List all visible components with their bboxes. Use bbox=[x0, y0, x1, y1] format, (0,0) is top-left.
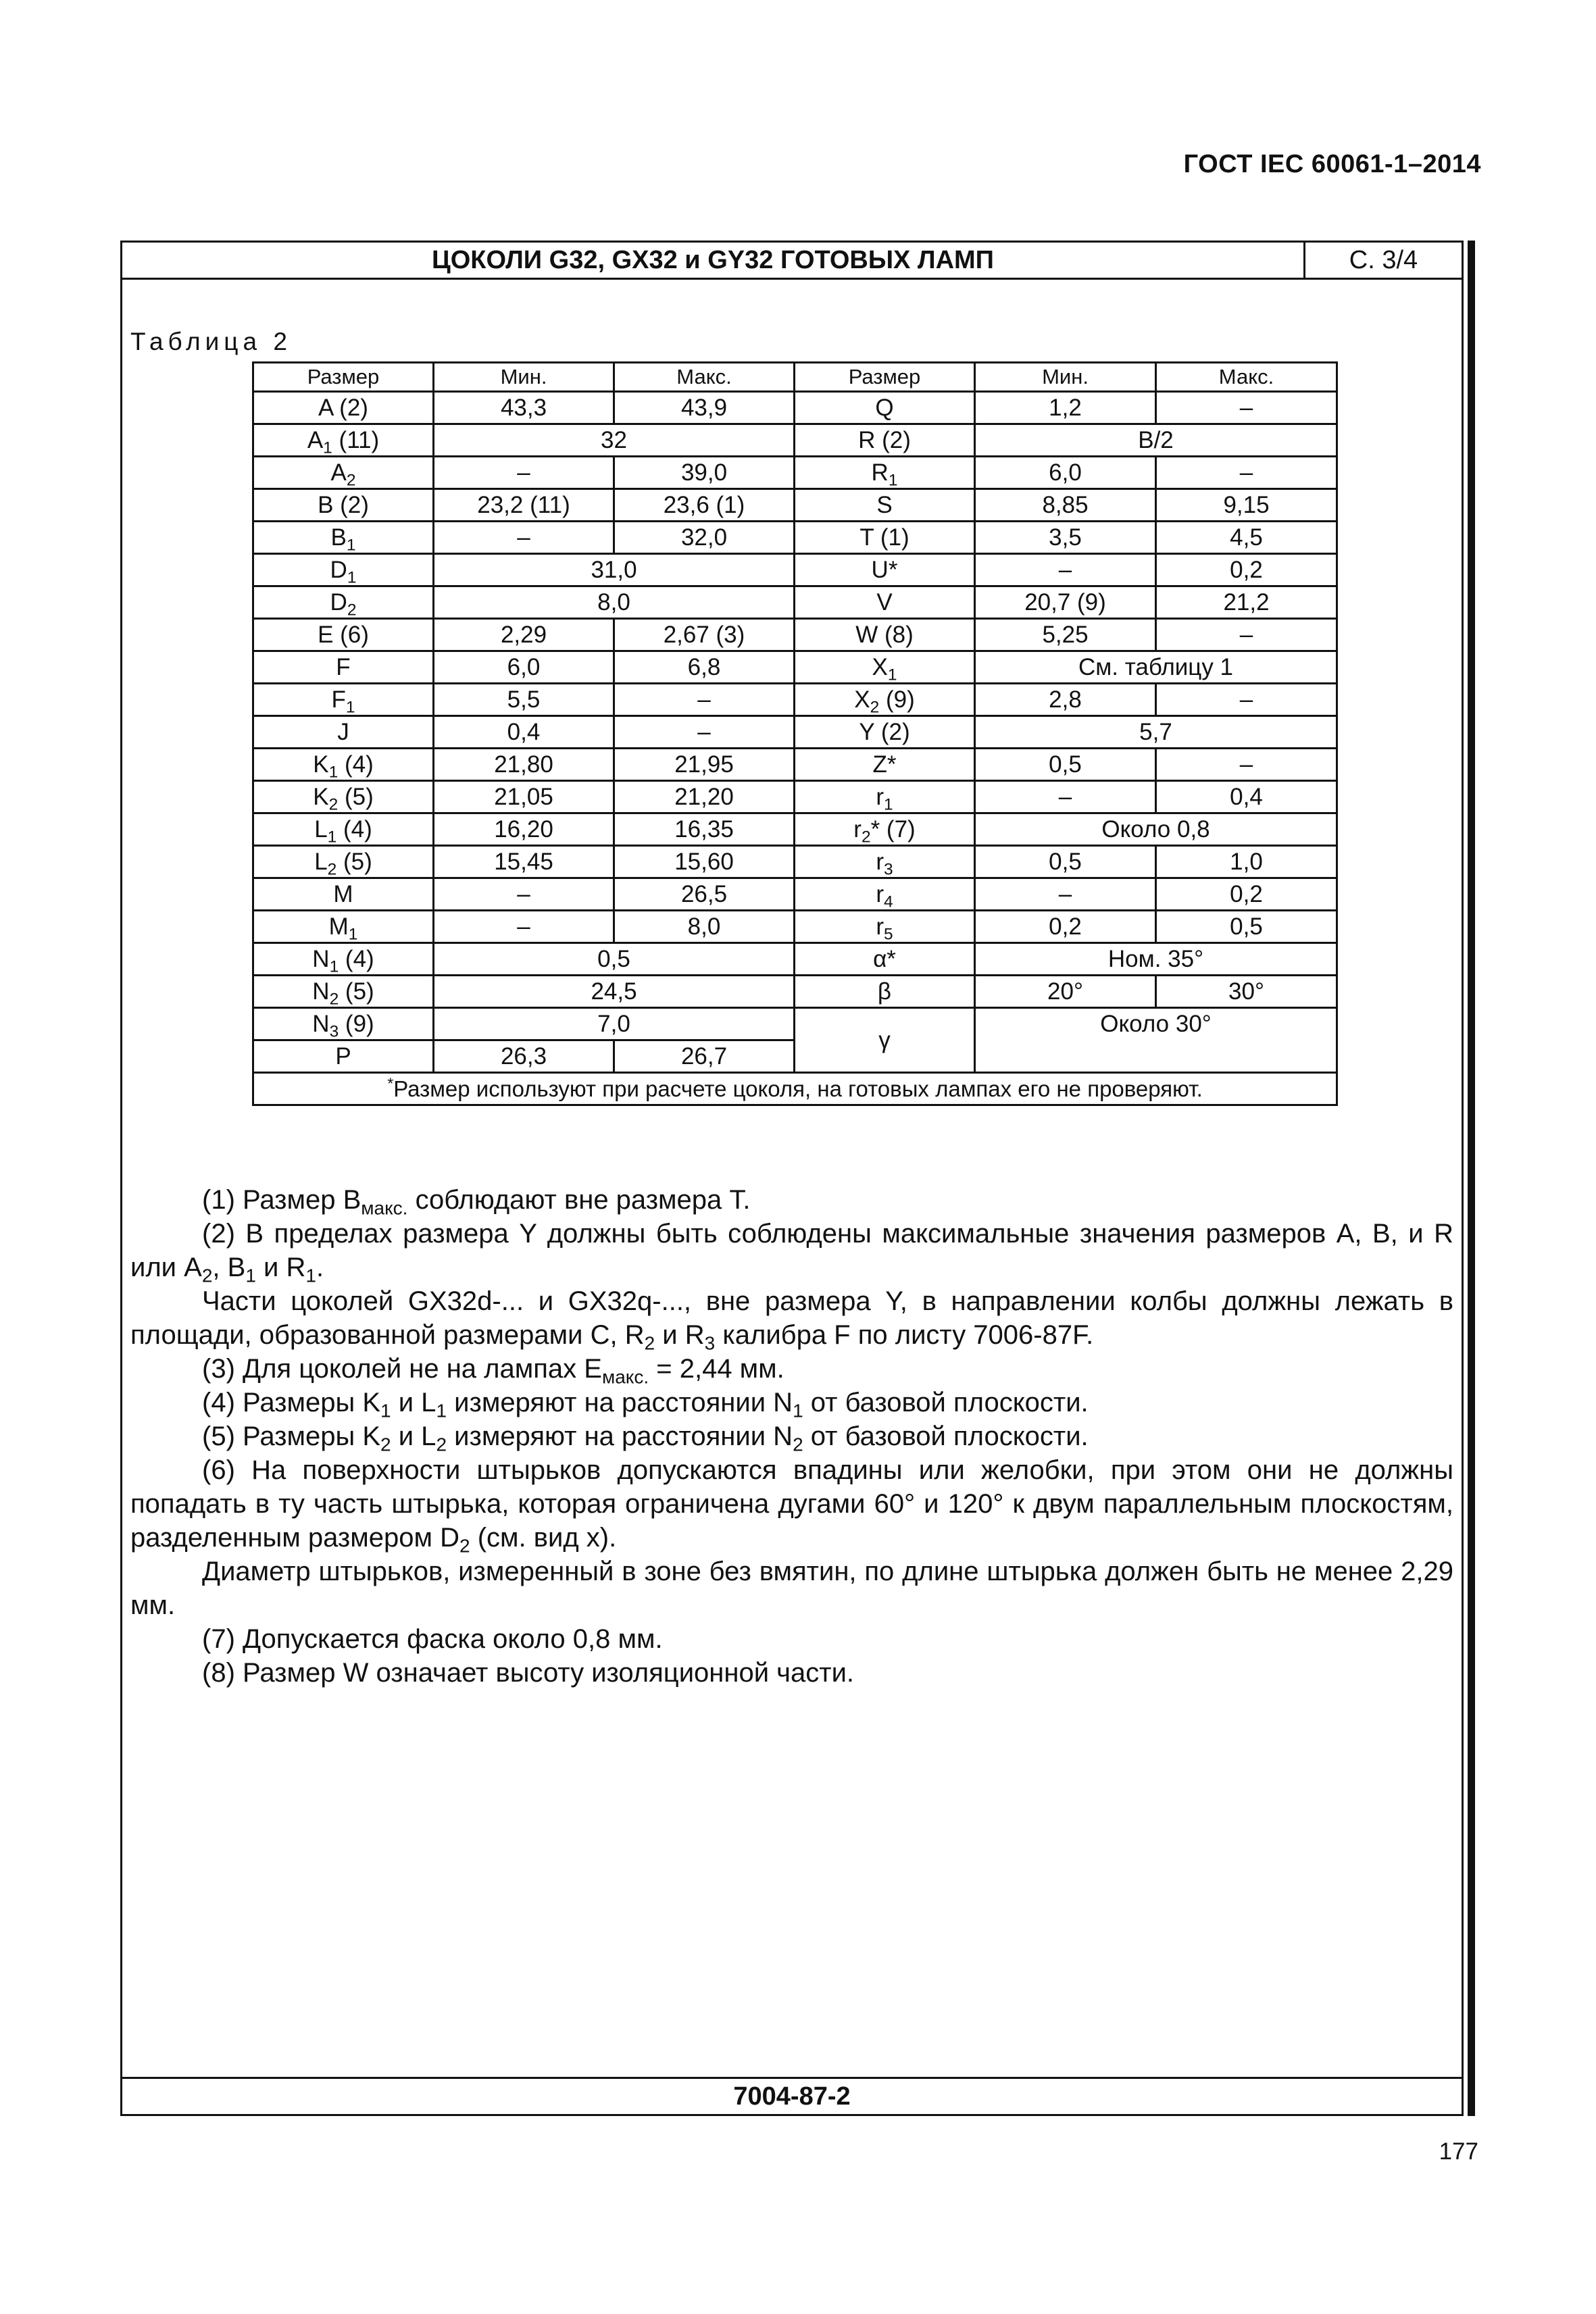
drawing-sheet-frame bbox=[120, 241, 1464, 2116]
dimension-cell: J bbox=[253, 716, 434, 749]
note-6-continuation: Диаметр штырьков, измеренный в зоне без вмятин, по длине штырька должен быть не менее 2,29 мм. bbox=[130, 1557, 1453, 1620]
dimension-cell: M bbox=[253, 878, 434, 911]
value-cell: См. таблицу 1 bbox=[975, 651, 1337, 684]
sheet-number: 7004-87-2 bbox=[122, 2077, 1462, 2114]
dimension-cell: Z* bbox=[795, 749, 975, 781]
note-7: (7) Допускается фаска около 0,8 мм. bbox=[202, 1624, 663, 1654]
dimension-cell: $F_1$ bbox=[253, 684, 434, 716]
max-cell: 26,7 bbox=[614, 1040, 795, 1073]
min-cell: – bbox=[975, 878, 1156, 911]
column-header: Макс. bbox=[614, 363, 795, 392]
min-cell: 0,5 bbox=[975, 749, 1156, 781]
table-row bbox=[253, 716, 1337, 749]
min-cell: 0,2 bbox=[975, 911, 1156, 943]
max-cell: – bbox=[614, 684, 795, 716]
min-cell: 20° bbox=[975, 976, 1156, 1008]
dimension-cell: $r_3$ bbox=[795, 846, 975, 878]
note-2: (2) В пределах размера Y должны быть соблюдены максимальные значения размеров A, B, и R или $A_2$, $B_1$ и $R_1$. bbox=[130, 1219, 1453, 1286]
dimension-cell: $K_1$ (4) bbox=[253, 749, 434, 781]
table-footnote: *Размер используют при расчете цоколя, на готовых лампах его не проверяют. bbox=[253, 1073, 1337, 1105]
max-cell: 39,0 bbox=[614, 457, 795, 489]
dimension-cell: $r_1$ bbox=[795, 781, 975, 813]
min-cell: 0,4 bbox=[434, 716, 614, 749]
min-cell: 23,2 (11) bbox=[434, 489, 614, 522]
table-row bbox=[253, 846, 1337, 878]
dimension-cell: $N_2$ (5) bbox=[253, 976, 434, 1008]
sheet-header bbox=[122, 243, 1462, 280]
max-cell: 43,9 bbox=[614, 392, 795, 424]
table-row bbox=[253, 522, 1337, 554]
column-header: Размер bbox=[253, 363, 434, 392]
dimension-cell: $D_2$ bbox=[253, 586, 434, 619]
min-cell: 21,80 bbox=[434, 749, 614, 781]
note-2-continuation: Части цоколей GX32d-... и GX32q-..., вне размера Y, в направлении колбы должны лежать в площади, образованной размерами C, $R_2$ и $R_3$ калибра F по листу 7006-87F. bbox=[130, 1286, 1453, 1354]
max-cell: 16,35 bbox=[614, 813, 795, 846]
value-cell: 24,5 bbox=[434, 976, 795, 1008]
dimension-cell: Y (2) bbox=[795, 716, 975, 749]
value-cell: 31,0 bbox=[434, 554, 795, 586]
value-cell: 7,0 bbox=[434, 1008, 795, 1040]
value-cell: 5,7 bbox=[975, 716, 1337, 749]
dimension-cell: $X_1$ bbox=[795, 651, 975, 684]
table-row bbox=[253, 911, 1337, 943]
max-cell: – bbox=[1156, 684, 1337, 716]
dimension-cell: S bbox=[795, 489, 975, 522]
min-cell: 21,05 bbox=[434, 781, 614, 813]
table-label: Таблица 2 bbox=[130, 328, 292, 355]
column-header: Макс. bbox=[1156, 363, 1337, 392]
table-row bbox=[253, 586, 1337, 619]
table-row bbox=[253, 976, 1337, 1008]
max-cell: 30° bbox=[1156, 976, 1337, 1008]
max-cell: – bbox=[1156, 392, 1337, 424]
dimension-cell: P bbox=[253, 1040, 434, 1073]
max-cell: 21,95 bbox=[614, 749, 795, 781]
max-cell: 26,5 bbox=[614, 878, 795, 911]
column-header: Размер bbox=[795, 363, 975, 392]
table-row bbox=[253, 392, 1337, 424]
dimension-cell: W (8) bbox=[795, 619, 975, 651]
max-cell: 15,60 bbox=[614, 846, 795, 878]
column-header: Мин. bbox=[434, 363, 614, 392]
note-8: (8) Размер W означает высоту изоляционной части. bbox=[202, 1658, 855, 1688]
max-cell: 0,5 bbox=[1156, 911, 1337, 943]
max-cell: 32,0 bbox=[614, 522, 795, 554]
max-cell: 9,15 bbox=[1156, 489, 1337, 522]
table-header-row bbox=[253, 363, 1337, 392]
table-row bbox=[253, 1008, 1337, 1040]
table-row bbox=[253, 457, 1337, 489]
page-number: 177 bbox=[1439, 2138, 1478, 2165]
max-cell: 21,2 bbox=[1156, 586, 1337, 619]
max-cell: 6,8 bbox=[614, 651, 795, 684]
dimension-cell: $D_1$ bbox=[253, 554, 434, 586]
min-cell: 6,0 bbox=[434, 651, 614, 684]
dimension-cell: β bbox=[795, 976, 975, 1008]
dimension-cell: $A_2$ bbox=[253, 457, 434, 489]
column-header: Мин. bbox=[975, 363, 1156, 392]
table-row bbox=[253, 424, 1337, 457]
note-5: (5) Размеры $K_2$ и $L_2$ измеряют на расстоянии $N_2$ от базовой плоскости. bbox=[202, 1422, 1089, 1455]
value-cell: 8,0 bbox=[434, 586, 795, 619]
note-4: (4) Размеры $K_1$ и $L_1$ измеряют на расстоянии $N_1$ от базовой плоскости. bbox=[202, 1388, 1089, 1422]
min-cell: – bbox=[975, 781, 1156, 813]
min-cell: 3,5 bbox=[975, 522, 1156, 554]
min-cell: – bbox=[434, 457, 614, 489]
max-cell: – bbox=[614, 716, 795, 749]
max-cell: 2,67 (3) bbox=[614, 619, 795, 651]
table-row bbox=[253, 943, 1337, 976]
dimension-cell: $L_2$ (5) bbox=[253, 846, 434, 878]
max-cell: – bbox=[1156, 749, 1337, 781]
table-row bbox=[253, 684, 1337, 716]
dimension-cell: V bbox=[795, 586, 975, 619]
standard-designation: ГОСТ IEC 60061-1–2014 bbox=[1183, 150, 1481, 178]
dimension-cell: $N_3$ (9) bbox=[253, 1008, 434, 1040]
max-cell: 0,4 bbox=[1156, 781, 1337, 813]
dimension-cell: R (2) bbox=[795, 424, 975, 457]
min-cell: – bbox=[434, 911, 614, 943]
max-cell: – bbox=[1156, 619, 1337, 651]
value-cell: 32 bbox=[434, 424, 795, 457]
min-cell: 15,45 bbox=[434, 846, 614, 878]
min-cell: 20,7 (9) bbox=[975, 586, 1156, 619]
note-1: (1) Размер $B_{макс.}$ соблюдают вне размера T. bbox=[202, 1185, 751, 1219]
min-cell: 1,2 bbox=[975, 392, 1156, 424]
dimension-cell: $L_1$ (4) bbox=[253, 813, 434, 846]
min-cell: 43,3 bbox=[434, 392, 614, 424]
max-cell: 4,5 bbox=[1156, 522, 1337, 554]
min-cell: 26,3 bbox=[434, 1040, 614, 1073]
note-3: (3) Для цоколей не на лампах $E_{макс.} = 2,44$ мм. bbox=[202, 1354, 784, 1388]
dimension-cell: U* bbox=[795, 554, 975, 586]
note-6: (6) На поверхности штырьков допускаются впадины или желобки, при этом они не должны попадать в ту часть штырька, которая ограничена дугами 60° и 120° к двум параллельным плоскостям, разделенным размером $D_2$ (см. вид x). bbox=[130, 1455, 1453, 1557]
table-row bbox=[253, 781, 1337, 813]
table-row bbox=[253, 813, 1337, 846]
min-cell: 16,20 bbox=[434, 813, 614, 846]
table-row bbox=[253, 878, 1337, 911]
value-cell: 0,5 bbox=[434, 943, 795, 976]
max-cell: 0,2 bbox=[1156, 554, 1337, 586]
dimension-cell: $R_1$ bbox=[795, 457, 975, 489]
table-row bbox=[253, 749, 1337, 781]
max-cell: 23,6 (1) bbox=[614, 489, 795, 522]
dimension-cell: $r_5$ bbox=[795, 911, 975, 943]
dimension-cell: A (2) bbox=[253, 392, 434, 424]
dimension-cell: $M_1$ bbox=[253, 911, 434, 943]
min-cell: – bbox=[434, 878, 614, 911]
dimension-cell: γ bbox=[795, 1008, 975, 1073]
min-cell: 2,29 bbox=[434, 619, 614, 651]
dimension-cell: B (2) bbox=[253, 489, 434, 522]
table-row bbox=[253, 651, 1337, 684]
notes-section bbox=[130, 1183, 1453, 1690]
dimension-cell: Q bbox=[795, 392, 975, 424]
dimension-cell: T (1) bbox=[795, 522, 975, 554]
min-cell: 5,25 bbox=[975, 619, 1156, 651]
min-cell: 0,5 bbox=[975, 846, 1156, 878]
dimension-cell: $r_2*$ (7) bbox=[795, 813, 975, 846]
table-footnote-row bbox=[253, 1073, 1337, 1105]
min-cell: 8,85 bbox=[975, 489, 1156, 522]
dimension-cell: $N_1$ (4) bbox=[253, 943, 434, 976]
dimension-cell: F bbox=[253, 651, 434, 684]
min-cell: 5,5 bbox=[434, 684, 614, 716]
dimension-cell: $B_1$ bbox=[253, 522, 434, 554]
max-cell: – bbox=[1156, 457, 1337, 489]
table-row bbox=[253, 619, 1337, 651]
dimension-cell: $r_4$ bbox=[795, 878, 975, 911]
dimension-cell: $A_1$ (11) bbox=[253, 424, 434, 457]
max-cell: 0,2 bbox=[1156, 878, 1337, 911]
max-cell: 21,20 bbox=[614, 781, 795, 813]
max-cell: 1,0 bbox=[1156, 846, 1337, 878]
min-cell: 6,0 bbox=[975, 457, 1156, 489]
value-cell: Около 0,8 bbox=[975, 813, 1337, 846]
min-cell: 2,8 bbox=[975, 684, 1156, 716]
frame-right-rule bbox=[1468, 241, 1475, 2116]
sheet-title: ЦОКОЛИ G32, GX32 и GY32 ГОТОВЫХ ЛАМП bbox=[122, 243, 1305, 278]
min-cell: – bbox=[975, 554, 1156, 586]
dimension-cell: E (6) bbox=[253, 619, 434, 651]
min-cell: – bbox=[434, 522, 614, 554]
dimension-cell: $X_2$ (9) bbox=[795, 684, 975, 716]
dimensions-table bbox=[252, 361, 1338, 1106]
max-cell: 8,0 bbox=[614, 911, 795, 943]
value-cell: B/2 bbox=[975, 424, 1337, 457]
table-row bbox=[253, 489, 1337, 522]
dimension-cell: $K_2$ (5) bbox=[253, 781, 434, 813]
value-cell: Около 30° bbox=[975, 1008, 1337, 1073]
value-cell: Ном. 35° bbox=[975, 943, 1337, 976]
table-row bbox=[253, 554, 1337, 586]
dimension-cell: α* bbox=[795, 943, 975, 976]
sheet-page-indicator: С. 3/4 bbox=[1349, 246, 1418, 274]
